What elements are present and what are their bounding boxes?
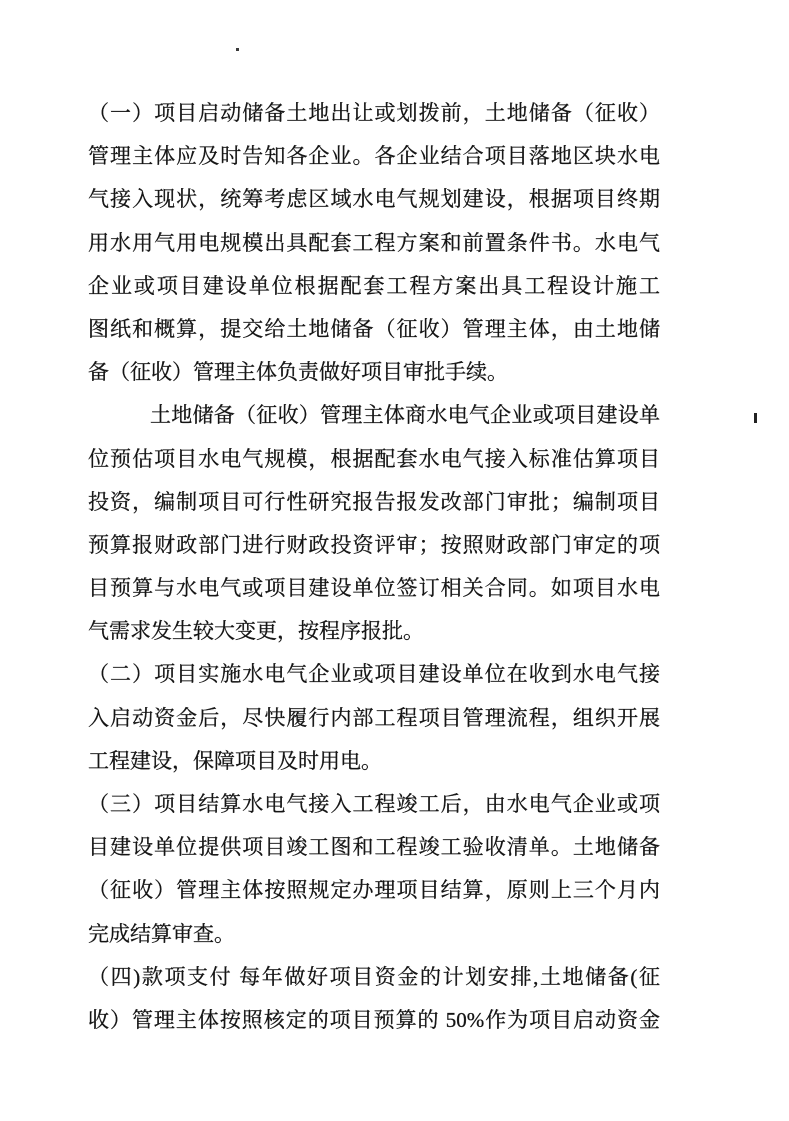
text-line: 目预算与水电气或项目建设单位签订相关合同。如项目水电 (88, 576, 660, 601)
text-line: 土地储备（征收）管理主体商水电气企业或项目建设单 (150, 403, 660, 428)
scan-artifact-dot (236, 48, 239, 51)
text-line: 企业或项目建设单位根据配套工程方案出具工程设计施工 (88, 273, 660, 298)
text-line: 图纸和概算，提交给土地储备（征收）管理主体，由土地储 (88, 316, 660, 341)
text-line: （四)款项支付 每年做好项目资金的计划安排,土地储备(征 (88, 964, 660, 989)
text-line: 完成结算审查。 (88, 921, 235, 946)
text-line: 预算报财政部门进行财政投资评审；按照财政部门审定的项 (88, 532, 660, 557)
text-line: 位预估项目水电气规模，根据配套水电气接入标准估算项目 (88, 446, 660, 471)
text-line: 入启动资金后，尽快履行内部工程项目管理流程，组织开展 (88, 705, 660, 730)
text-line: 气接入现状，统筹考虑区域水电气规划建设，根据项目终期 (88, 187, 660, 212)
text-line: （三）项目结算水电气接入工程竣工后，由水电气企业或项 (88, 792, 660, 816)
text-line: （一）项目启动储备土地出让或划拨前，土地储备（征收） (88, 101, 660, 125)
text-line: （二）项目实施水电气企业或项目建设单位在收到水电气接 (88, 662, 660, 687)
text-block (88, 92, 660, 1042)
text-line: 气需求发生较大变更，按程序报批。 (88, 619, 424, 644)
text-line: （征收）管理主体按照规定办理项目结算，原则上三个月内 (88, 878, 660, 903)
text-line: 用水用气用电规模出具配套工程方案和前置条件书。水电气 (88, 230, 660, 255)
text-line: 投资，编制项目可行性研究报告报发改部门审批；编制项目 (88, 489, 660, 514)
text-line: 收）管理主体按照核定的项目预算的 50%作为项目启动资金 (88, 1007, 660, 1032)
text-line: 备（征收）管理主体负责做好项目审批手续。 (88, 360, 508, 385)
scan-artifact-tick (754, 413, 757, 423)
text-line: 工程建设，保障项目及时用电。 (88, 748, 382, 773)
text-line: 管理主体应及时告知各企业。各企业结合项目落地区块水电 (88, 144, 660, 169)
text-line: 目建设单位提供项目竣工图和工程竣工验收清单。土地储备 (88, 835, 660, 860)
